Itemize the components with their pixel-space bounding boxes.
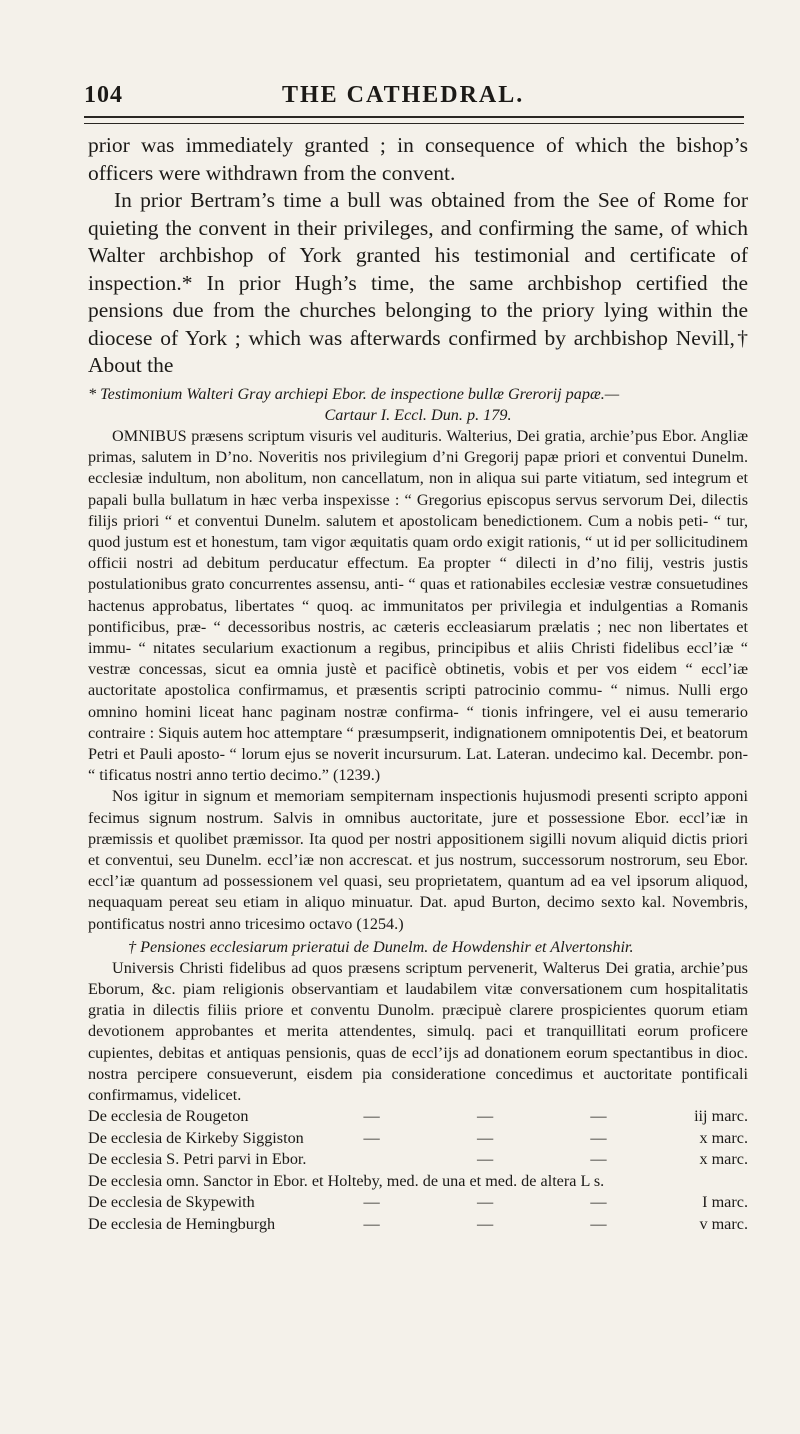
footnote-star-source: Cartaur I. Eccl. Dun. p. 179. (324, 405, 512, 424)
footnote-star-paragraph-1: OMNIBUS præsens scriptum visuris vel audituris. Walterius, Dei gratia, archie’pus Ebor. Angliæ primas, salutem in D’no. Noveritis nos privilegium d’ni Gregorij papæ priori et conventui Dunelm. ecclesiæ indultum, non abolitum, non cancellatum, non in aliqua sui parte vitiatum, sed integrum et papali bulla bullatum in hæc verba inspexisse : “ Gregorius episcopus servus servorum Dei, dilectis filijs priori “ et conventui Dunelm. salutem et apostolicam benedictionem. Cum a nobis peti- “ tur, quod justum est et honestum, tam vigor æquitatis quam ordo exigit rationis, “ ut id per sollicitudinem officii nostri ad debitum perducatur effectum. Ea propter “ dilecti in d’no filij, vestris justis postulationibus grato concurrentes assensu, anti- “ quas et rationabiles ecclesiæ vestræ consuetudines hactenus approbatus, libertates “ quoq. ac immunitatos per privilegia et indulgentias a Romanis pontificibus, præ- “ decessoribus nostris, ac cæteris eccleasiarum prælatis ; nec non libertates et immu- “ nitates secularium exactionum a regibus, principibus et aliis Christi fidelibus eccl’iæ “ vestræ concessas, sicut ea omnia justè et pacificè obtinetis, vobis et per vos eidem “ eccl’iæ auctoritate apostolica confirmamus, et præsentis scripti patrocinio commu- “ nimus. Nulli ergo omnino homini liceat hanc paginam nostræ confirma- “ tionis infringere, vel ei ausu temerario contraire : Siquis autem hoc attemptare “ præsumpserit, indignationem omnipotentis Dei, et beatorum Petri et Pauli aposto- “ lorum ejus se noverit incursurum. Lat. Lateran. undecimo kal. Decembr. pon- “ tificatus nostri anno tertio decimo.” (1239.) (88, 426, 748, 785)
footnote-star-paragraph-2: Nos igitur in signum et memoriam sempiternam inspectionis hujusmodi presenti scripto apponi fecimus signum nostrum. Salvis in omnibus auctoritate, jure et possessione Ebor. eccl’iæ in præmissis et quolibet præmissor. Ita quod per nostri appositionem sigilli novum aliquid dictis priori et conventui, seu Dunelm. eccl’iæ non accrescat. et jus nostrum, successorum nostrorum, seu Ebor. eccl’iæ quantum ad possessionem vel quasi, seu proprietatem, quantum ad ea vel ipsorum aliquod, nequaquam pereat seu etiam in aliquo minuatur. Dat. apud Burton, decimo sexto kal. Novembris, pontificatus nostri anno tricesimo octavo (1254.) (88, 787, 748, 933)
footnote-dagger-paragraph: Universis Christi fidelibus ad quos præsens scriptum pervenerit, Walterus Dei gratia, archie’pus Eborum, &c. piam religionis observantiam et laudabilem vitæ conversationem cum hospitalitatis gratia in dilectis filiis priore et conventu Dunolm. præcipuè clarere prospicientes quorum etiam devotionem approbantes et merita attendentes, simulq. paci et tranquillitati eorum proficere cupientes, debitas et antiquas pensionis, quas de eccl’ijs ad donationem eorum spectantibus in dioc. nostra percipere consueverunt, eisdem pia consideratione concedimus et auctoritate pontificali confirmamus, videlicet. (88, 958, 748, 1104)
church-name: De ecclesia de Skypewith (88, 1193, 255, 1212)
church-name: De ecclesia de Hemingburgh (88, 1214, 276, 1233)
church-name: De ecclesia omn. Sanctor in Ebor. et Holteby, med. de una et med. de altera L s. (88, 1171, 605, 1190)
pension-amount: x marc. (699, 1128, 748, 1147)
leader-dash: — (590, 1107, 607, 1126)
page-number: 104 (84, 82, 123, 108)
table-row (88, 1214, 748, 1236)
table-row (88, 1106, 748, 1128)
leader-dash: — (590, 1193, 607, 1212)
pension-amount: x marc. (699, 1150, 748, 1169)
leader-dash: — (363, 1193, 380, 1212)
leader-dash: — (476, 1193, 494, 1212)
church-name: De ecclesia S. Petri parvi in Ebor. (88, 1150, 307, 1169)
footnote-star-heading: * Testimonium Walteri Gray archiepi Ebor. de inspectione bullæ Grerorij papæ.— (88, 384, 620, 403)
church-name: De ecclesia de Rougeton (88, 1107, 249, 1126)
table-row (88, 1128, 748, 1150)
table-row (88, 1192, 748, 1214)
church-name: De ecclesia de Kirkeby Siggiston (88, 1128, 304, 1147)
main-paragraph-2: In prior Bertram’s time a bull was obtained from the See of Rome for quieting the convent in their privileges, and confirming the same, of which Walter archbishop of York granted his testimonial and certificate of inspection.* In prior Hugh’s time, the same archbishop certified the pensions due from the churches belonging to the priory lying within the diocese of York ; which was afterwards confirmed by archbishop Nevill,† About the (88, 188, 748, 377)
pension-amount: iij marc. (694, 1107, 748, 1126)
leader-dash: — (363, 1107, 380, 1126)
pension-amount: I marc. (702, 1193, 748, 1212)
page-header (84, 80, 744, 116)
leader-dash: — (476, 1107, 494, 1126)
main-paragraph-1: prior was immediately granted ; in consequence of which the bishop’s officers were withdrawn from the convent. (88, 133, 748, 185)
table-row (88, 1171, 748, 1193)
leader-dash: — (590, 1150, 607, 1169)
leader-dash: — (476, 1128, 494, 1147)
footnote-dagger (88, 936, 748, 1235)
pension-amount: v marc. (699, 1214, 748, 1233)
leader-dash: — (363, 1214, 380, 1233)
page-body (88, 132, 748, 1235)
leader-dash: — (363, 1128, 380, 1147)
leader-dash: — (590, 1128, 607, 1147)
header-rule (84, 116, 744, 124)
table-row (88, 1149, 748, 1171)
footnotes (88, 384, 748, 1236)
leader-dash (315, 1149, 428, 1171)
footnote-dagger-heading: † Pensiones ecclesiarum prieratui de Dunelm. de Howdenshir et Alvertonshir. (128, 937, 634, 956)
leader-dash: — (590, 1214, 607, 1233)
running-title: THE CATHEDRAL. (282, 82, 525, 108)
pensions-table (88, 1106, 748, 1235)
leader-dash: — (476, 1214, 494, 1233)
leader-dash: — (476, 1150, 494, 1169)
main-text (88, 132, 748, 380)
